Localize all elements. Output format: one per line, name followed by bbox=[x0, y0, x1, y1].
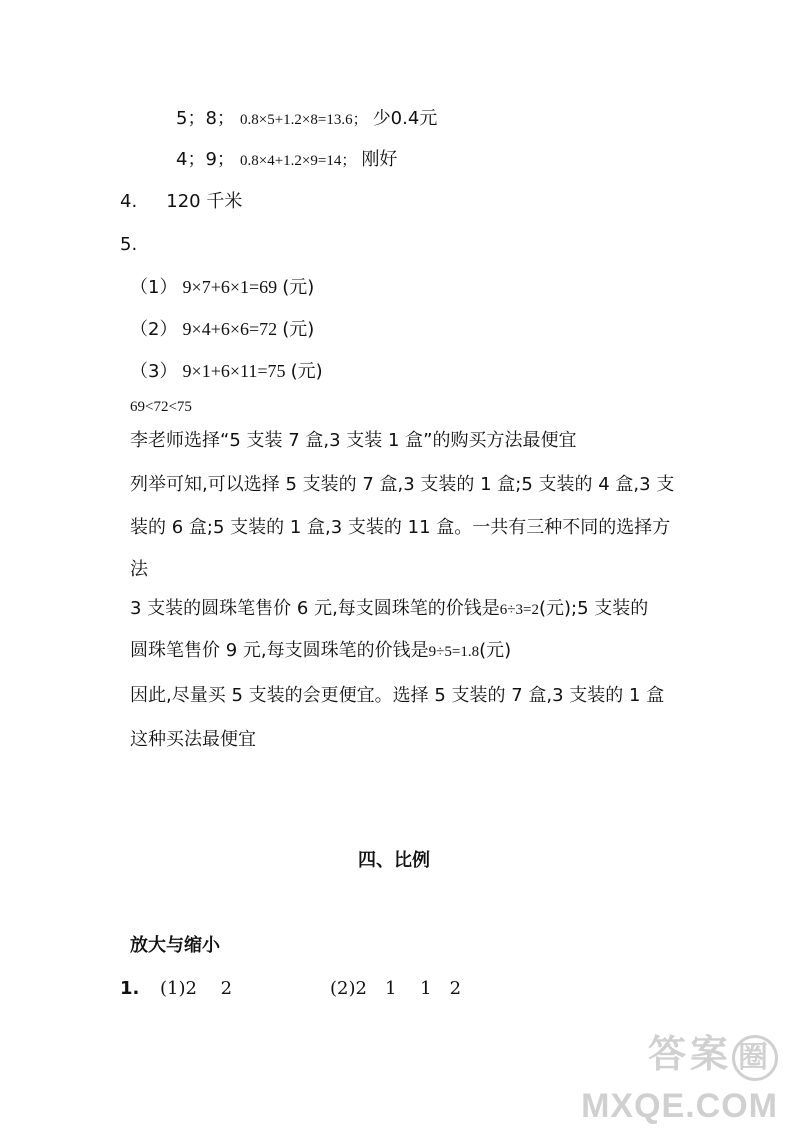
explanation-line-1: 列举可知,可以选择 5 支装的 7 盒,3 支装的 1 盒;5 支装的 4 盒,3 支 bbox=[130, 474, 675, 495]
section-title: 四、比例 bbox=[358, 850, 430, 871]
explanation-line-2: 装的 6 盒;5 支装的 1 盒,3 支装的 11 盒。一共有三种不同的选择方 bbox=[130, 517, 671, 538]
question-1: 1. bbox=[120, 978, 140, 999]
question-1-part-1: (1)2 2 bbox=[160, 978, 233, 999]
watermark-logo: 答案 圈 bbox=[648, 1035, 778, 1081]
option-3: （3） 9×1+6×11=75 (元) bbox=[130, 361, 323, 382]
subsection-title: 放大与缩小 bbox=[130, 935, 220, 956]
explanation-line-3: 法 bbox=[130, 559, 148, 580]
item-5-number: 5. bbox=[120, 234, 138, 255]
option-1: （1） 9×7+6×1=69 (元) bbox=[130, 277, 315, 298]
watermark-url: MXQE.COM bbox=[581, 1087, 778, 1125]
summary-line-2: 这种买法最便宜 bbox=[130, 729, 256, 750]
summary-line-1: 因此,尽量买 5 支装的会更便宜。选择 5 支装的 7 盒,3 支装的 1 盒 bbox=[130, 685, 665, 706]
item-4-answer: 120 千米 bbox=[166, 191, 243, 212]
option-2: （2） 9×4+6×6=72 (元) bbox=[130, 319, 315, 340]
comparison: 69<72<75 bbox=[130, 399, 192, 415]
watermark-badge: 圈 bbox=[732, 1035, 778, 1081]
question-1-part-2: (2)2 1 1 2 bbox=[330, 978, 462, 999]
answer-line-4-9: 4；9； 0.8×4+1.2×9=14； 刚好 bbox=[176, 149, 398, 170]
conclusion-line: 李老师选择“5 支装 7 盒,3 支装 1 盒”的购买方法最便宜 bbox=[130, 430, 577, 451]
answer-line-5-8: 5；8； 0.8×5+1.2×8=13.6； 少0.4元 bbox=[176, 108, 438, 129]
item-4 bbox=[120, 193, 242, 211]
price-line-1: 3 支装的圆珠笔售价 6 元,每支圆珠笔的价钱是6÷3=2(元);5 支装的 bbox=[130, 598, 649, 619]
price-line-2: 圆珠笔售价 9 元,每支圆珠笔的价钱是9÷5=1.8(元) bbox=[130, 640, 512, 661]
item-number: 4. bbox=[120, 191, 138, 212]
